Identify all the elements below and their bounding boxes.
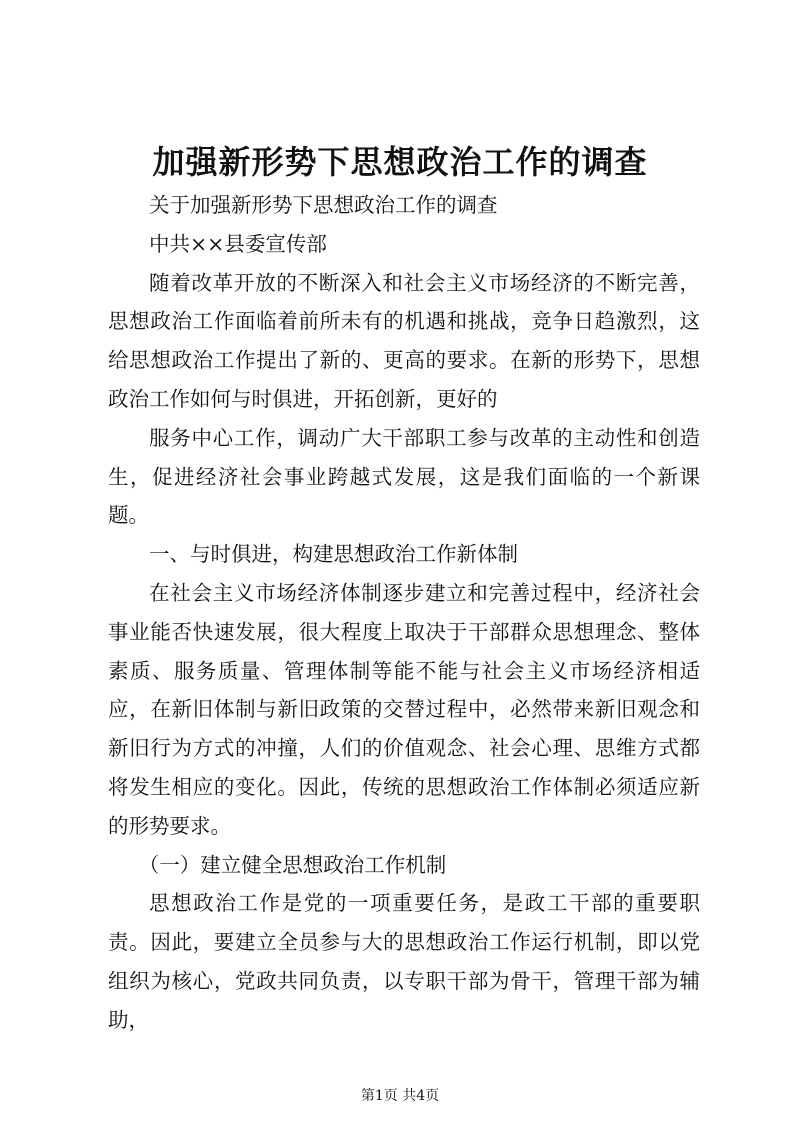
document-body xyxy=(108,186,700,1040)
section-heading: 一、与时俱进，构建思想政治工作新体制 xyxy=(149,542,518,567)
body-paragraph: 思想政治工作是党的一项重要任务，是政工干部的重要职责。因此，要建立全员参与大的思想政治工作运行机制，即以党组织为核心，党政共同负责，以专职干部为骨干，管理干部为辅助， xyxy=(108,891,700,1032)
page-footer: 第1页 共4页 xyxy=(360,1088,440,1104)
body-paragraph: 在社会主义市场经济体制逐步建立和完善过程中，经济社会事业能否快速发展，很大程度上取决于干部群众思想理念、整体素质、服务质量、管理体制等能不能与社会主义市场经济相适应，在新旧体制与新旧政策的交替过程中，必然带来新旧观念和新旧行为方式的冲撞，人们的价值观念、社会心理、思维方式都将发生相应的变化。因此，传统的思想政治工作体制必须适应新的形势要求。 xyxy=(108,580,700,838)
subsection-heading: （一）建立健全思想政治工作机制 xyxy=(138,852,447,877)
author-paragraph: 中共××县委宣传部 xyxy=(149,231,327,256)
page-title: 加强新形势下思想政治工作的调查 xyxy=(152,143,648,181)
subtitle-paragraph: 关于加强新形势下思想政治工作的调查 xyxy=(149,193,498,217)
body-paragraph: 随着改革开放的不断深入和社会主义市场经济的不断完善，思想政治工作面临着前所未有的机遇和挑战，竞争日趋激烈，这给思想政治工作提出了新的、更高的要求。在新的形势下，思想政治工作如何与时俱进，开拓创新，更好的 xyxy=(108,270,700,411)
body-paragraph: 服务中心工作，调动广大干部职工参与改革的主动性和创造生，促进经济社会事业跨越式发展，这是我们面临的一个新课题。 xyxy=(108,425,700,528)
